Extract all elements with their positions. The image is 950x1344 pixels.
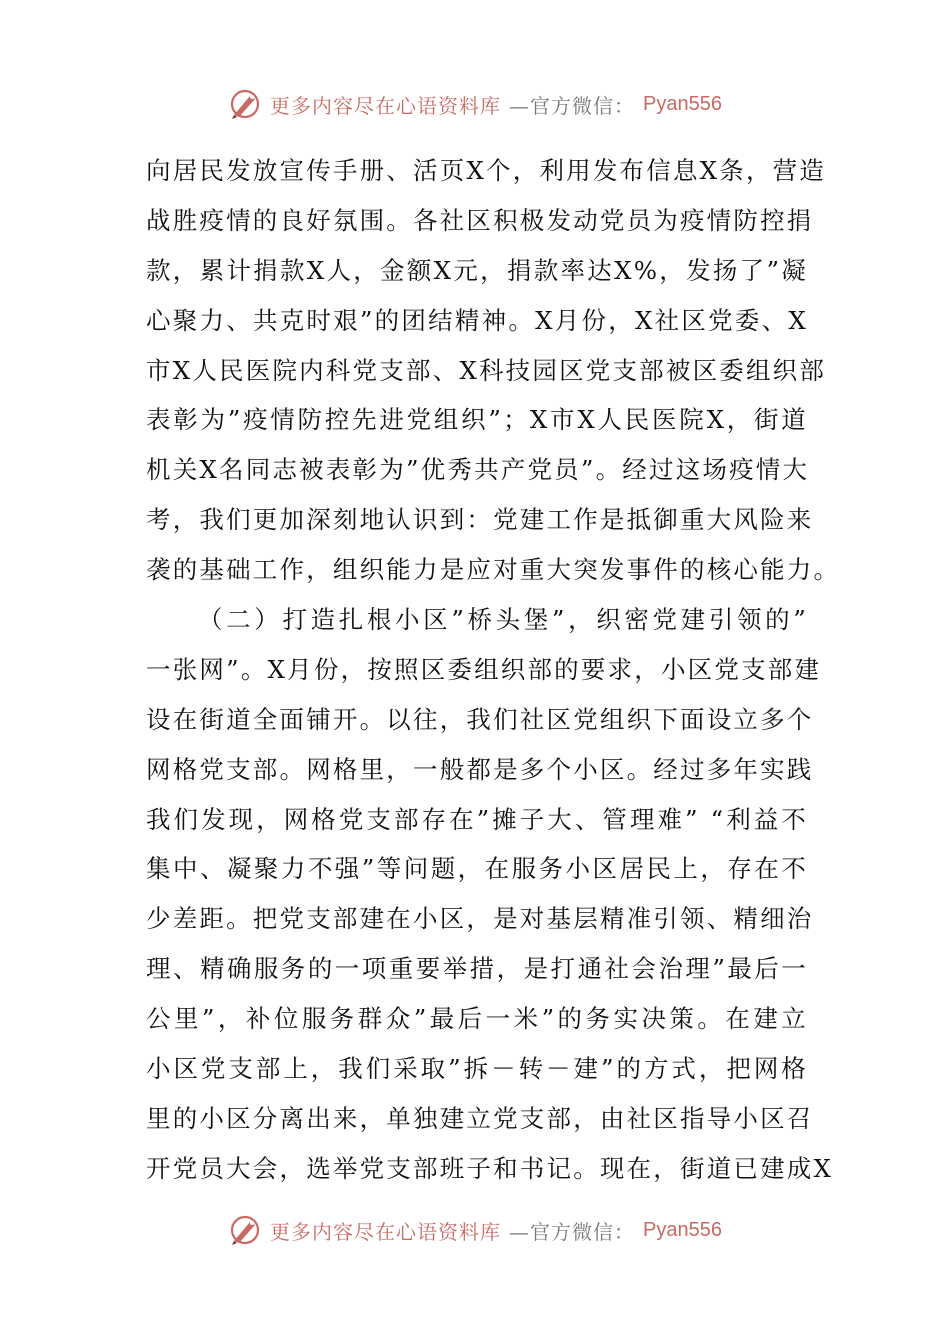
body-line: 战胜疫情的良好氛围。各社区积极发动党员为疫情防控捐 bbox=[146, 205, 814, 235]
body-line: 公里”，补位服务群众”最后一米”的务实决策。在建立 bbox=[146, 1004, 808, 1034]
body-line: 少差距。把党支部建在小区，是对基层精准引领、精细治 bbox=[146, 904, 814, 934]
header-watermark bbox=[0, 84, 950, 124]
body-line: 向居民发放宣传手册、活页X个，利用发布信息X条，营造 bbox=[146, 156, 827, 185]
watermark-brand: 更多内容尽在心语资料库 bbox=[270, 93, 502, 118]
footer-watermark bbox=[0, 1210, 950, 1250]
body-line: 考，我们更加深刻地认识到：党建工作是抵御重大风险来 bbox=[146, 505, 814, 535]
watermark-wechat-id: Pyan556 bbox=[643, 92, 722, 115]
watermark-brand: 更多内容尽在心语资料库 bbox=[270, 1219, 502, 1244]
section-heading-line: （二）打造扎根小区”桥头堡”，织密党建引领的” bbox=[198, 605, 808, 635]
body-line: 心聚力、共克时艰”的团结精神。X月份，X社区党委、X bbox=[146, 305, 808, 335]
pen-circle-logo-icon bbox=[228, 87, 262, 121]
body-line: 理、精确服务的一项重要举措，是打通社会治理”最后一 bbox=[146, 954, 808, 984]
body-line: 表彰为”疫情防控先进党组织”；X市X人民医院X，街道 bbox=[146, 405, 808, 435]
body-line: 袭的基础工作，组织能力是应对重大突发事件的核心能力。 bbox=[146, 555, 841, 585]
body-line: 机关X名同志被表彰为”优秀共产党员”。经过这场疫情大 bbox=[146, 455, 810, 485]
pen-circle-logo-icon bbox=[228, 1213, 262, 1247]
body-line: 集中、凝聚力不强”等问题，在服务小区居民上，存在不 bbox=[146, 854, 808, 884]
body-line: 网格党支部。网格里，一般都是多个小区。经过多年实践 bbox=[146, 754, 814, 784]
watermark-separator: —官方微信： bbox=[509, 93, 636, 118]
body-line: 市X人民医院内科党支部、X科技园区党支部被区委组织部 bbox=[146, 355, 827, 385]
body-line: 里的小区分离出来，单独建立党支部，由社区指导小区召 bbox=[146, 1103, 814, 1133]
body-line: 款，累计捐款X人，金额X元，捐款率达X%，发扬了”凝 bbox=[146, 255, 808, 285]
body-line: 开党员大会，选举党支部班子和书记。现在，街道已建成X bbox=[146, 1153, 834, 1183]
watermark-separator: —官方微信： bbox=[509, 1219, 636, 1244]
body-line: 一张网”。X月份，按照区委组织部的要求，小区党支部建 bbox=[146, 654, 822, 684]
watermark-wechat-id: Pyan556 bbox=[643, 1218, 722, 1241]
body-line: 我们发现，网格党支部存在”摊子大、管理难” “利益不 bbox=[146, 804, 808, 834]
document-body bbox=[146, 146, 841, 1194]
body-line: 小区党支部上，我们采取”拆－转－建”的方式，把网格 bbox=[146, 1054, 808, 1084]
body-line: 设在街道全面铺开。以往，我们社区党组织下面设立多个 bbox=[146, 704, 814, 734]
